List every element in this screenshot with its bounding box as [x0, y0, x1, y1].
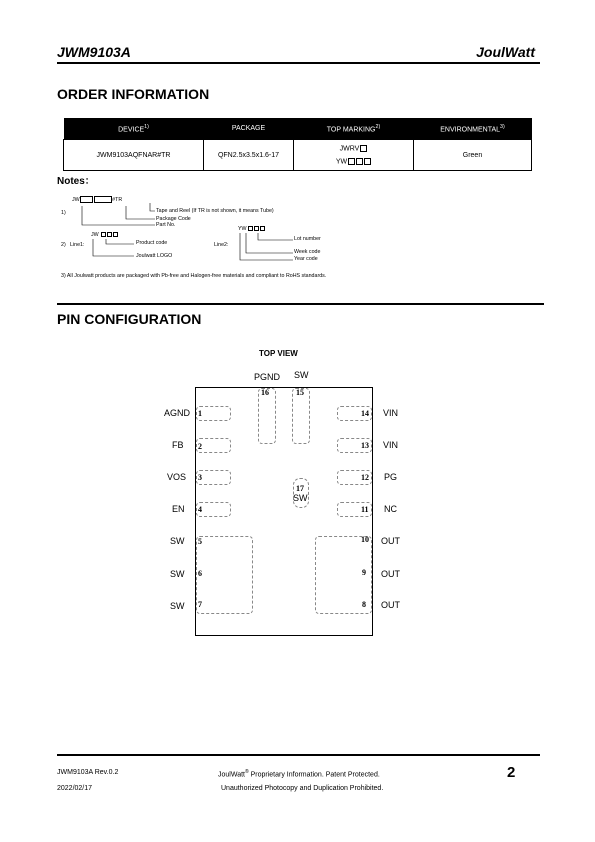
notes-title: Notes： — [57, 176, 95, 187]
pin13-name: VIN — [383, 440, 399, 450]
col-top-marking: TOP MARKING$^{2)}$ — [294, 118, 414, 140]
header-part-number: JWM9103A — [57, 44, 131, 60]
pin5-number: 5 — [198, 537, 202, 546]
line1-label: Line1: — [70, 242, 85, 248]
pin15-number: 15 — [296, 388, 304, 397]
header-brand: JoulWatt — [476, 44, 535, 60]
pin12-name: PG — [384, 472, 398, 482]
note1-label-partno: Part No. — [156, 222, 176, 228]
pin3-number: 3 — [198, 473, 202, 482]
line1-code: JW — [91, 232, 118, 238]
line2-label: Line2: — [214, 242, 229, 248]
line2-label-lot: Lot number — [294, 236, 321, 242]
pin4-name: EN — [172, 504, 185, 514]
order-table-row — [64, 140, 532, 171]
pin1-name: AGND — [164, 408, 191, 418]
pin17-name: SW — [293, 493, 308, 503]
line1-label-logo: Joulwatt LOGO — [136, 253, 173, 259]
pin5-name: SW — [170, 536, 185, 546]
col-environmental: ENVIRONMENTAL$^{3)}$ — [414, 118, 532, 140]
pin2-number: 2 — [198, 442, 202, 451]
pin3-name: VOS — [167, 472, 187, 482]
pin8-number: 8 — [362, 600, 366, 609]
line2-code: YW — [238, 226, 265, 232]
footer-proprietary: JoulWatt® Proprietary Information. Patent Protected. — [218, 769, 380, 779]
header-rule — [57, 62, 540, 64]
footer-notice: Unauthorized Photocopy and Duplication Prohibited. — [221, 785, 384, 792]
footer-revision: JWM9103A Rev.0.2 — [57, 769, 119, 776]
line1-leader-lines — [88, 236, 138, 260]
pin12-number: 12 — [361, 473, 369, 482]
note1-code: JW #TR — [72, 196, 123, 203]
pin10-name: OUT — [381, 536, 400, 546]
note1-leader-lines — [60, 200, 170, 232]
note1-label-package: Package Code — [156, 216, 191, 222]
pin7-name: SW — [170, 601, 185, 611]
pin14-number: 14 — [361, 409, 369, 418]
cell-environmental: Green — [414, 140, 532, 171]
pin10-number: 10 — [361, 535, 369, 544]
pin14-name: VIN — [383, 408, 399, 418]
footer-date: 2022/02/17 — [57, 785, 93, 792]
pin6-number: 6 — [198, 569, 202, 578]
section-rule — [57, 303, 544, 305]
pin11-name: NC — [384, 504, 397, 514]
order-table — [63, 118, 532, 171]
pin8-name: OUT — [381, 600, 400, 610]
note2-number: 2) — [61, 242, 66, 248]
col-device: DEVICE$^{1)}$ — [64, 118, 204, 140]
pin16-name: PGND — [254, 372, 281, 382]
cell-device: JWM9103AQFNAR#TR — [64, 140, 204, 171]
pin15-name: SW — [294, 370, 309, 380]
pins5-7-pad — [196, 536, 253, 614]
pin9-name: OUT — [381, 569, 400, 579]
pin17-number: 17 — [296, 484, 304, 493]
cell-package: QFN2.5x3.5x1.6-17 — [204, 140, 294, 171]
order-info-title: ORDER INFORMATION — [57, 86, 210, 102]
pin16-number: 16 — [261, 388, 269, 397]
pin4-number: 4 — [198, 505, 202, 514]
cell-top-marking: JWRV YW — [294, 140, 414, 171]
note3: 3) All Joulwatt products are packaged with Pb-free and Halogen-free materials and compliant to RoHS standards. — [61, 273, 327, 279]
top-view-label: TOP VIEW — [259, 349, 298, 358]
line1-label-product: Product code — [136, 240, 168, 246]
pin13-number: 13 — [361, 441, 369, 450]
line2-leader-lines — [236, 230, 296, 264]
pin11-number: 11 — [361, 505, 369, 514]
note1-label-tape: Tape and Reel (If TR is not shown, it means Tube) — [156, 208, 274, 214]
col-package: PACKAGE — [204, 118, 294, 140]
pin7-number: 7 — [198, 600, 202, 609]
footer-rule — [57, 754, 540, 756]
pin6-name: SW — [170, 569, 185, 579]
pin2-name: FB — [172, 440, 184, 450]
pin9-number: 9 — [362, 568, 366, 577]
line2-label-year: Year code — [294, 256, 318, 262]
pin1-number: 1 — [198, 409, 202, 418]
line2-label-week: Week code — [294, 249, 321, 255]
pin-config-title: PIN CONFIGURATION — [57, 311, 202, 327]
order-table-header — [64, 118, 532, 140]
note1-number: 1) — [61, 210, 66, 216]
page-number: 2 — [507, 764, 516, 781]
